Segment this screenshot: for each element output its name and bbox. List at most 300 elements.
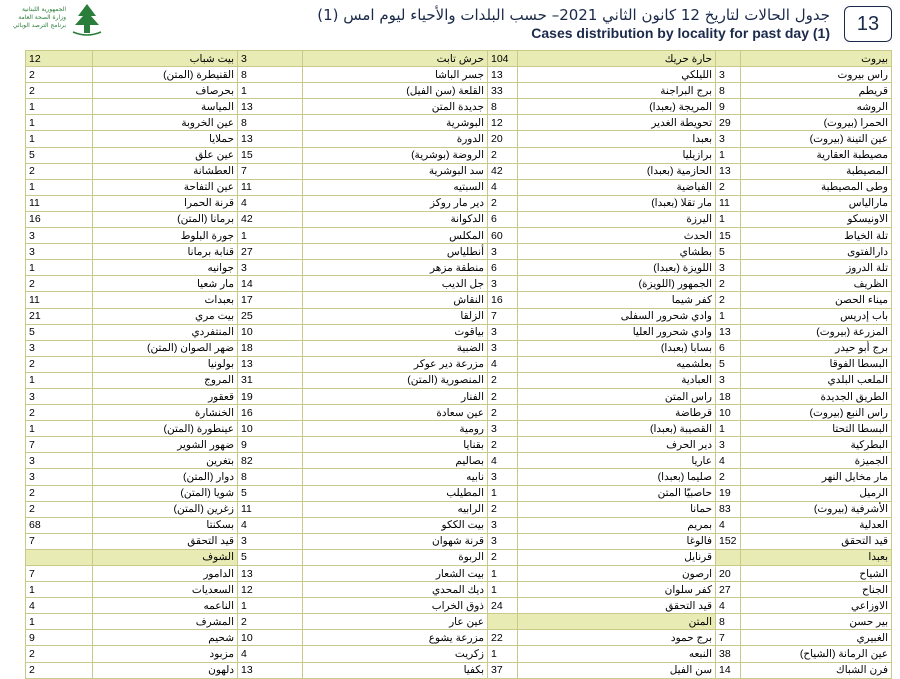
- case-count-cell: 60: [488, 228, 518, 244]
- locality-cell: الغبيري: [741, 630, 892, 646]
- case-count-cell: 1: [716, 147, 741, 163]
- table-row: [26, 131, 892, 147]
- locality-cell: راس النبع (بيروت): [741, 405, 892, 421]
- locality-cell: مار مخايل النهر: [741, 469, 892, 485]
- locality-cell: وطى المصيطبة: [741, 179, 892, 195]
- locality-cell: بعبدا: [518, 131, 716, 147]
- locality-cell: حملايا: [93, 131, 238, 147]
- case-count-cell: 4: [716, 453, 741, 469]
- locality-cell: بيت الشعار: [303, 566, 488, 582]
- locality-cell: مزبود: [93, 646, 238, 662]
- case-count-cell: 29: [716, 115, 741, 131]
- case-count-cell: 1: [26, 179, 93, 195]
- case-count-cell: 2: [488, 501, 518, 517]
- case-count-cell: 10: [238, 324, 303, 340]
- locality-cell: قرطاضة: [518, 405, 716, 421]
- locality-cell: بيت الككو: [303, 517, 488, 533]
- case-count-cell: 5: [26, 324, 93, 340]
- case-count-cell: 1: [26, 614, 93, 630]
- locality-cell: قيد التحقق: [93, 533, 238, 549]
- locality-cell: حرش تابت: [303, 51, 488, 67]
- locality-cell: جورة البلوط: [93, 228, 238, 244]
- cases-table: [25, 50, 892, 679]
- case-count-cell: 1: [26, 99, 93, 115]
- case-count-cell: 11: [26, 195, 93, 211]
- case-count-cell: 7: [26, 566, 93, 582]
- case-count-cell: 37: [488, 662, 518, 678]
- locality-cell: تحويطة الغدير: [518, 115, 716, 131]
- case-count-cell: 4: [488, 356, 518, 372]
- table-row: [26, 582, 892, 598]
- case-count-cell: 3: [238, 51, 303, 67]
- table-row: [26, 598, 892, 614]
- locality-cell: قيد التحقق: [518, 598, 716, 614]
- locality-cell: بتغرين: [93, 453, 238, 469]
- case-count-cell: 19: [716, 485, 741, 501]
- table-row: [26, 276, 892, 292]
- locality-cell: الحدث: [518, 228, 716, 244]
- case-count-cell: 3: [26, 228, 93, 244]
- case-count-cell: 5: [716, 244, 741, 260]
- case-count-cell: 1: [26, 582, 93, 598]
- case-count-cell: 20: [488, 131, 518, 147]
- page-title-english: Cases distribution by locality for past day (1): [531, 25, 830, 41]
- locality-cell: صليما (بعبدا): [518, 469, 716, 485]
- locality-cell: الربوة: [303, 549, 488, 565]
- case-count-cell: 3: [716, 131, 741, 147]
- case-count-cell: 3: [26, 469, 93, 485]
- locality-cell: القلعة (سن الفيل): [303, 83, 488, 99]
- case-count-cell: 2: [488, 372, 518, 388]
- case-count-cell: 3: [488, 533, 518, 549]
- locality-cell: برج حمود: [518, 630, 716, 646]
- case-count-cell: 14: [716, 662, 741, 678]
- locality-cell: مارالياس: [741, 195, 892, 211]
- case-count-cell: 4: [716, 598, 741, 614]
- case-count-cell: 12: [488, 115, 518, 131]
- table-row: [26, 549, 892, 565]
- case-count-cell: 7: [238, 163, 303, 179]
- logo-text-line3: برنامج الترصد الوبائي: [12, 22, 66, 29]
- case-count-cell: 11: [716, 195, 741, 211]
- locality-cell: بعبدات: [93, 292, 238, 308]
- case-count-cell: 3: [488, 244, 518, 260]
- locality-cell: شحيم: [93, 630, 238, 646]
- locality-cell: الجميزة: [741, 453, 892, 469]
- case-count-cell: 3: [716, 260, 741, 276]
- locality-cell: الجمهور (اللويزة): [518, 276, 716, 292]
- table-row: [26, 163, 892, 179]
- case-count-cell: 1: [26, 115, 93, 131]
- locality-cell: برمانا (المتن): [93, 211, 238, 227]
- locality-cell: بياقوت: [303, 324, 488, 340]
- locality-cell: حاصبيّا المتن: [518, 485, 716, 501]
- case-count-cell: [488, 614, 518, 630]
- case-count-cell: 4: [238, 517, 303, 533]
- case-count-cell: 13: [238, 131, 303, 147]
- locality-cell: المصيطبة: [741, 163, 892, 179]
- locality-cell: زغرين (المتن): [93, 501, 238, 517]
- case-count-cell: 5: [238, 485, 303, 501]
- case-count-cell: 2: [26, 83, 93, 99]
- locality-cell: المتن: [518, 614, 716, 630]
- case-count-cell: 1: [26, 131, 93, 147]
- case-count-cell: 13: [716, 163, 741, 179]
- locality-cell: مزرعة يشوع: [303, 630, 488, 646]
- table-row: [26, 83, 892, 99]
- case-count-cell: 4: [488, 179, 518, 195]
- locality-cell: المروج: [93, 372, 238, 388]
- table-row: [26, 421, 892, 437]
- locality-cell: زكريت: [303, 646, 488, 662]
- locality-cell: بصاليم: [303, 453, 488, 469]
- locality-cell: ذوق الخراب: [303, 598, 488, 614]
- table-row: [26, 533, 892, 549]
- case-count-cell: 12: [26, 51, 93, 67]
- case-count-cell: 2: [488, 405, 518, 421]
- locality-cell: ضهر الصوان (المتن): [93, 340, 238, 356]
- table-row: [26, 405, 892, 421]
- locality-cell: الأشرفية (بيروت): [741, 501, 892, 517]
- locality-cell: مصيطبة العقارية: [741, 147, 892, 163]
- locality-cell: ضهور الشوير: [93, 437, 238, 453]
- locality-cell: دير مار روكز: [303, 195, 488, 211]
- case-count-cell: [716, 549, 741, 565]
- case-count-cell: 2: [26, 501, 93, 517]
- case-count-cell: 8: [238, 115, 303, 131]
- case-count-cell: 1: [26, 421, 93, 437]
- case-count-cell: 3: [716, 372, 741, 388]
- case-count-cell: 42: [488, 163, 518, 179]
- case-count-cell: 3: [26, 340, 93, 356]
- locality-cell: الدورة: [303, 131, 488, 147]
- case-count-cell: 16: [26, 211, 93, 227]
- locality-cell: راس بيروت: [741, 67, 892, 83]
- locality-cell: كفر سلوان: [518, 582, 716, 598]
- locality-cell: البسطا الفوقا: [741, 356, 892, 372]
- locality-cell: بمريم: [518, 517, 716, 533]
- case-count-cell: 13: [716, 324, 741, 340]
- case-count-cell: 1: [488, 566, 518, 582]
- table-row: [26, 469, 892, 485]
- table-row: [26, 501, 892, 517]
- locality-cell: بيت مري: [93, 308, 238, 324]
- locality-cell: باب إدريس: [741, 308, 892, 324]
- case-count-cell: 1: [716, 308, 741, 324]
- case-count-cell: 15: [238, 147, 303, 163]
- case-count-cell: 152: [716, 533, 741, 549]
- locality-cell: الجناح: [741, 582, 892, 598]
- locality-cell: قرنايل: [518, 549, 716, 565]
- case-count-cell: 9: [716, 99, 741, 115]
- locality-cell: ميناء الحصن: [741, 292, 892, 308]
- locality-cell: الليلكي: [518, 67, 716, 83]
- page-number: 13: [844, 6, 892, 42]
- locality-cell: المنتفردي: [93, 324, 238, 340]
- locality-cell: قنابة برمانا: [93, 244, 238, 260]
- locality-cell: بيت شباب: [93, 51, 238, 67]
- locality-cell: الفياضية: [518, 179, 716, 195]
- locality-cell: بطشاي: [518, 244, 716, 260]
- case-count-cell: 3: [716, 437, 741, 453]
- case-count-cell: 82: [238, 453, 303, 469]
- locality-cell: النبعه: [518, 646, 716, 662]
- case-count-cell: 2: [26, 662, 93, 678]
- case-count-cell: 3: [716, 67, 741, 83]
- case-count-cell: 18: [238, 340, 303, 356]
- locality-cell: الدكوانة: [303, 211, 488, 227]
- table-row: [26, 388, 892, 404]
- locality-cell: بولونيا: [93, 356, 238, 372]
- locality-cell: سن الفيل: [518, 662, 716, 678]
- locality-cell: الظريف: [741, 276, 892, 292]
- case-count-cell: 6: [716, 340, 741, 356]
- case-count-cell: 1: [716, 421, 741, 437]
- table-row: [26, 244, 892, 260]
- locality-cell: دير الحرف: [518, 437, 716, 453]
- locality-cell: ارصون: [518, 566, 716, 582]
- locality-cell: النقاش: [303, 292, 488, 308]
- locality-cell: كفر شيما: [518, 292, 716, 308]
- locality-cell: وادي شحرور العليا: [518, 324, 716, 340]
- case-count-cell: 42: [238, 211, 303, 227]
- locality-cell: الزلقا: [303, 308, 488, 324]
- table-row: [26, 67, 892, 83]
- case-count-cell: 2: [26, 356, 93, 372]
- case-count-cell: 2: [26, 485, 93, 501]
- locality-cell: الدامور: [93, 566, 238, 582]
- case-count-cell: 25: [238, 308, 303, 324]
- locality-cell: المنصورية (المتن): [303, 372, 488, 388]
- table-row: [26, 211, 892, 227]
- case-count-cell: 20: [716, 566, 741, 582]
- locality-cell: عينطورة (المتن): [93, 421, 238, 437]
- locality-cell: المشرف: [93, 614, 238, 630]
- page-header: [0, 0, 900, 46]
- locality-cell: المزرعة (بيروت): [741, 324, 892, 340]
- locality-cell: بير حسن: [741, 614, 892, 630]
- locality-cell: الاوزاعي: [741, 598, 892, 614]
- case-count-cell: 2: [716, 276, 741, 292]
- locality-cell: الروشه: [741, 99, 892, 115]
- case-count-cell: 1: [488, 485, 518, 501]
- case-count-cell: [26, 549, 93, 565]
- locality-cell: حمانا: [518, 501, 716, 517]
- locality-cell: المياسة: [93, 99, 238, 115]
- locality-cell: دارالفتوى: [741, 244, 892, 260]
- table-row: [26, 485, 892, 501]
- table-row: [26, 372, 892, 388]
- case-count-cell: 13: [238, 566, 303, 582]
- locality-cell: قريطم: [741, 83, 892, 99]
- case-count-cell: 3: [26, 388, 93, 404]
- case-count-cell: 68: [26, 517, 93, 533]
- locality-cell: راس المتن: [518, 388, 716, 404]
- case-count-cell: 4: [26, 598, 93, 614]
- case-count-cell: 3: [488, 276, 518, 292]
- locality-cell: مار شعيا: [93, 276, 238, 292]
- case-count-cell: 10: [716, 405, 741, 421]
- case-count-cell: 2: [26, 163, 93, 179]
- table-row: [26, 228, 892, 244]
- case-count-cell: 3: [488, 340, 518, 356]
- locality-cell: الحمرا (بيروت): [741, 115, 892, 131]
- cedar-tree-icon: [70, 2, 104, 36]
- case-count-cell: 24: [488, 598, 518, 614]
- case-count-cell: 2: [716, 292, 741, 308]
- locality-cell: المطيلب: [303, 485, 488, 501]
- case-count-cell: 1: [238, 228, 303, 244]
- logo-text: [6, 6, 66, 30]
- case-count-cell: 1: [488, 582, 518, 598]
- case-count-cell: 27: [238, 244, 303, 260]
- case-count-cell: 4: [238, 195, 303, 211]
- table-row: [26, 308, 892, 324]
- case-count-cell: 11: [238, 501, 303, 517]
- case-count-cell: 5: [26, 147, 93, 163]
- locality-cell: عين علق: [93, 147, 238, 163]
- locality-cell: منطقة مزهر: [303, 260, 488, 276]
- locality-cell: البوشرية: [303, 115, 488, 131]
- table-row: [26, 51, 892, 67]
- case-count-cell: 2: [488, 195, 518, 211]
- case-count-cell: 4: [488, 453, 518, 469]
- locality-cell: فالوغا: [518, 533, 716, 549]
- locality-cell: أنطلياس: [303, 244, 488, 260]
- locality-cell: الحازمية (بعبدا): [518, 163, 716, 179]
- locality-cell: الطريق الجديدة: [741, 388, 892, 404]
- case-count-cell: 3: [488, 324, 518, 340]
- logo-text-line1: الجمهورية اللبنانية: [21, 6, 66, 13]
- page-title-arabic: جدول الحالات لتاريخ 12 كانون الثاني 2021– حسب البلدات والأحياء ليوم امس (1): [317, 6, 830, 24]
- table-row: [26, 195, 892, 211]
- case-count-cell: 7: [26, 533, 93, 549]
- case-count-cell: 2: [488, 388, 518, 404]
- locality-cell: جل الديب: [303, 276, 488, 292]
- locality-cell: جوانيه: [93, 260, 238, 276]
- table-row: [26, 340, 892, 356]
- case-count-cell: 2: [488, 549, 518, 565]
- table-row: [26, 292, 892, 308]
- locality-cell: تلة الدروز: [741, 260, 892, 276]
- case-count-cell: 11: [238, 179, 303, 195]
- case-count-cell: 21: [26, 308, 93, 324]
- table-row: [26, 324, 892, 340]
- locality-cell: عاريا: [518, 453, 716, 469]
- locality-cell: برج أبو حيدر: [741, 340, 892, 356]
- case-count-cell: 83: [716, 501, 741, 517]
- locality-cell: قعقور: [93, 388, 238, 404]
- locality-cell: الاونيسكو: [741, 211, 892, 227]
- locality-cell: رومية: [303, 421, 488, 437]
- locality-cell: الرابيه: [303, 501, 488, 517]
- locality-cell: اليرزة: [518, 211, 716, 227]
- locality-cell: السعديات: [93, 582, 238, 598]
- case-count-cell: 3: [238, 533, 303, 549]
- locality-cell: شويا (المتن): [93, 485, 238, 501]
- table-row: [26, 646, 892, 662]
- locality-cell: بيروت: [741, 51, 892, 67]
- locality-cell: البطركية: [741, 437, 892, 453]
- locality-cell: بحرصاف: [93, 83, 238, 99]
- case-count-cell: 2: [488, 437, 518, 453]
- case-count-cell: 18: [716, 388, 741, 404]
- table-row: [26, 356, 892, 372]
- case-count-cell: 27: [716, 582, 741, 598]
- case-count-cell: 3: [26, 453, 93, 469]
- locality-cell: البسطا التحتا: [741, 421, 892, 437]
- locality-cell: حارة حريك: [518, 51, 716, 67]
- locality-cell: بعلشميه: [518, 356, 716, 372]
- table-row: [26, 566, 892, 582]
- locality-cell: بسابا (بعبدا): [518, 340, 716, 356]
- locality-cell: دلهون: [93, 662, 238, 678]
- case-count-cell: 13: [488, 67, 518, 83]
- locality-cell: سد البوشرية: [303, 163, 488, 179]
- locality-cell: عين الخروبة: [93, 115, 238, 131]
- locality-cell: دوار (المتن): [93, 469, 238, 485]
- case-count-cell: 2: [26, 276, 93, 292]
- case-count-cell: 3: [26, 244, 93, 260]
- case-count-cell: 10: [238, 630, 303, 646]
- table-row: [26, 630, 892, 646]
- locality-cell: الفنار: [303, 388, 488, 404]
- locality-cell: وادي شحرور السفلى: [518, 308, 716, 324]
- case-count-cell: 3: [488, 421, 518, 437]
- case-count-cell: 8: [488, 99, 518, 115]
- case-count-cell: 31: [238, 372, 303, 388]
- locality-cell: القصيبة (بعبدا): [518, 421, 716, 437]
- locality-cell: قرنة الحمرا: [93, 195, 238, 211]
- case-count-cell: 2: [26, 67, 93, 83]
- locality-cell: الشوف: [93, 549, 238, 565]
- table-row: [26, 437, 892, 453]
- locality-cell: العطشانة: [93, 163, 238, 179]
- locality-cell: السبتيه: [303, 179, 488, 195]
- case-count-cell: 4: [716, 517, 741, 533]
- locality-cell: عين سعادة: [303, 405, 488, 421]
- locality-cell: بكفيا: [303, 662, 488, 678]
- locality-cell: تلة الخياط: [741, 228, 892, 244]
- locality-cell: جسر الباشا: [303, 67, 488, 83]
- case-count-cell: 2: [488, 147, 518, 163]
- case-count-cell: [716, 51, 741, 67]
- case-count-cell: 2: [26, 405, 93, 421]
- locality-cell: الشياح: [741, 566, 892, 582]
- locality-cell: عين التفاحة: [93, 179, 238, 195]
- case-count-cell: 13: [238, 662, 303, 678]
- table-row: [26, 662, 892, 678]
- case-count-cell: 17: [238, 292, 303, 308]
- case-count-cell: 9: [238, 437, 303, 453]
- case-count-cell: 7: [716, 630, 741, 646]
- case-count-cell: 6: [488, 211, 518, 227]
- table-row: [26, 99, 892, 115]
- case-count-cell: 5: [238, 549, 303, 565]
- case-count-cell: 2: [238, 614, 303, 630]
- case-count-cell: 1: [716, 211, 741, 227]
- case-count-cell: 1: [26, 260, 93, 276]
- case-count-cell: 8: [716, 614, 741, 630]
- case-count-cell: 8: [238, 469, 303, 485]
- locality-cell: القنيطرة (المتن): [93, 67, 238, 83]
- locality-cell: المكلس: [303, 228, 488, 244]
- locality-cell: عين عار: [303, 614, 488, 630]
- locality-cell: الملعب البلدي: [741, 372, 892, 388]
- locality-cell: برازيليا: [518, 147, 716, 163]
- locality-cell: المريجة (بعبدا): [518, 99, 716, 115]
- case-count-cell: 8: [716, 83, 741, 99]
